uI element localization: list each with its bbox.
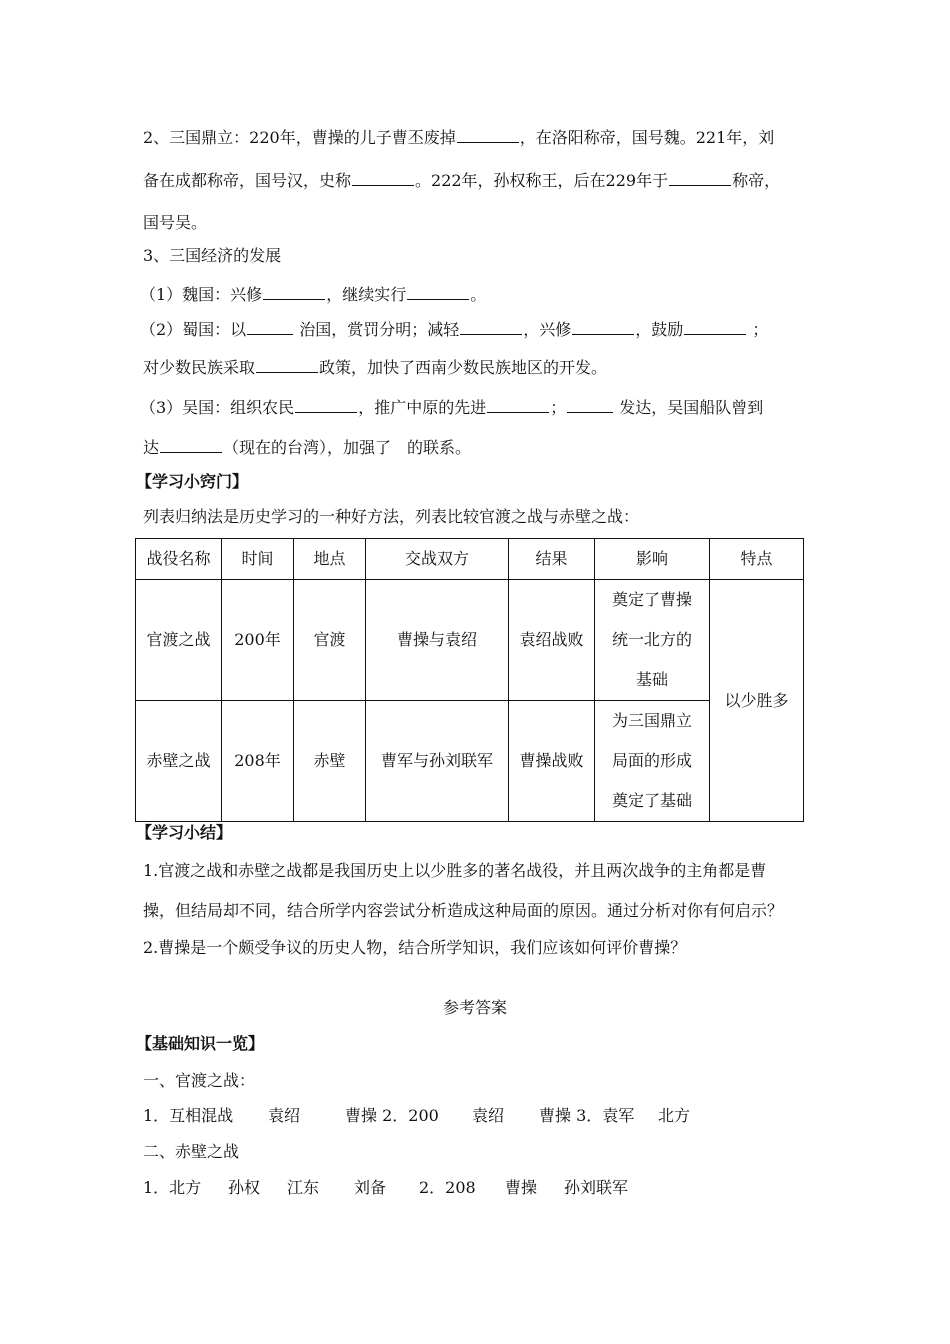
fill-blank[interactable] — [669, 169, 731, 186]
list-item: 江东 — [287, 1178, 320, 1197]
answers-heading: 【基础知识一览】 — [136, 1034, 265, 1053]
paragraph-three-kingdoms-line3: 国号吴。 — [143, 213, 208, 232]
fill-blank[interactable] — [684, 318, 746, 335]
paragraph-three-kingdoms: 2、三国鼎立：220年，曹操的儿子曹丕废掉 ，在洛阳称帝，国号魏。221年，刘 — [143, 128, 775, 147]
list-item: 2．208 — [419, 1178, 476, 1197]
list-item: 孙权 — [228, 1178, 261, 1197]
fill-blank[interactable] — [572, 318, 634, 335]
list-item: 曹操 3．袁军 — [539, 1106, 635, 1125]
fill-blank[interactable] — [295, 396, 357, 413]
item-wei: （1）魏国：兴修 ，继续实行 。 — [140, 285, 487, 304]
cell-impact: 为三国鼎立 局面的形成 奠定了基础 — [595, 701, 710, 822]
tips-intro: 列表归纳法是历史学习的一种好方法，列表比较官渡之战与赤壁之战： — [143, 507, 640, 526]
tips-heading: 【学习小窍门】 — [136, 472, 249, 491]
fill-blank[interactable] — [457, 126, 519, 143]
table-header-row — [136, 539, 804, 580]
list-item: 袁绍 — [268, 1106, 301, 1125]
header-place: 地点 — [294, 539, 366, 580]
fill-blank[interactable] — [247, 318, 293, 335]
list-item: 袁绍 — [472, 1106, 505, 1125]
list-item: 曹操 2．200 — [345, 1106, 439, 1125]
header-result: 结果 — [509, 539, 595, 580]
item-wu-line2: 达 （现在的台湾），加强了 的联系。 — [143, 438, 472, 457]
list-item: 曹操 — [505, 1178, 538, 1197]
fill-blank[interactable] — [160, 436, 222, 453]
cell-sides: 曹军与孙刘联军 — [366, 701, 509, 822]
fill-blank[interactable] — [352, 169, 414, 186]
list-item: 北方 — [658, 1106, 691, 1125]
item-wu: （3）吴国：组织农民 ，推广中原的先进 ； 发达，吴国船队曾到 — [140, 398, 764, 417]
cell-impact: 奠定了曹操 统一北方的 基础 — [595, 580, 710, 701]
fill-blank[interactable] — [460, 318, 522, 335]
section-heading-economy: 3、三国经济的发展 — [143, 246, 282, 265]
header-impact: 影响 — [595, 539, 710, 580]
paragraph-three-kingdoms-line2: 备在成都称帝，国号汉，史称 。222年，孙权称王，后在229年于 称帝， — [143, 171, 781, 190]
list-item: 1．互相混战 — [143, 1106, 234, 1125]
cell-battle-name: 官渡之战 — [136, 580, 222, 701]
answers-title: 参考答案 — [442, 998, 507, 1017]
item-shu: （2）蜀国：以 治国，赏罚分明；减轻 ，兴修 ，鼓励 ； — [140, 320, 769, 339]
cell-place: 赤壁 — [294, 701, 366, 822]
table-row — [136, 580, 804, 701]
list-item: 刘备 — [354, 1178, 387, 1197]
item-shu-line2: 对少数民族采取 政策，加快了西南少数民族地区的开发。 — [143, 358, 608, 377]
header-time: 时间 — [222, 539, 294, 580]
cell-battle-name: 赤壁之战 — [136, 701, 222, 822]
cell-feature: 以少胜多 — [710, 580, 804, 822]
fill-blank[interactable] — [256, 356, 318, 373]
cell-result: 曹操战败 — [509, 701, 595, 822]
list-item: 1．北方 — [143, 1178, 202, 1197]
header-feature: 特点 — [710, 539, 804, 580]
list-item: 孙刘联军 — [564, 1178, 629, 1197]
cell-place: 官渡 — [294, 580, 366, 701]
fill-blank[interactable] — [407, 283, 469, 300]
fill-blank[interactable] — [487, 396, 549, 413]
summary-question-2: 2.曹操是一个颇受争议的历史人物，结合所学知识，我们应该如何评价曹操？ — [143, 938, 687, 957]
cell-time: 200年 — [222, 580, 294, 701]
fill-blank[interactable] — [567, 396, 613, 413]
answers-part2-title: 二、赤壁之战 — [143, 1142, 240, 1161]
battle-comparison-table — [135, 538, 804, 822]
cell-time: 208年 — [222, 701, 294, 822]
summary-question-1: 1.官渡之战和赤壁之战都是我国历史上以少胜多的著名战役，并且两次战争的主角都是曹 — [143, 861, 767, 880]
summary-question-1-line2: 操，但结局却不同，结合所学内容尝试分析造成这种局面的原因。通过分析对你有何启示？ — [143, 901, 784, 920]
cell-result: 袁绍战败 — [509, 580, 595, 701]
table-row — [136, 701, 804, 822]
answers-part1-title: 一、官渡之战： — [143, 1071, 256, 1090]
summary-heading: 【学习小结】 — [136, 823, 233, 842]
header-battle-name: 战役名称 — [136, 539, 222, 580]
cell-sides: 曹操与袁绍 — [366, 580, 509, 701]
header-sides: 交战双方 — [366, 539, 509, 580]
fill-blank[interactable] — [263, 283, 325, 300]
